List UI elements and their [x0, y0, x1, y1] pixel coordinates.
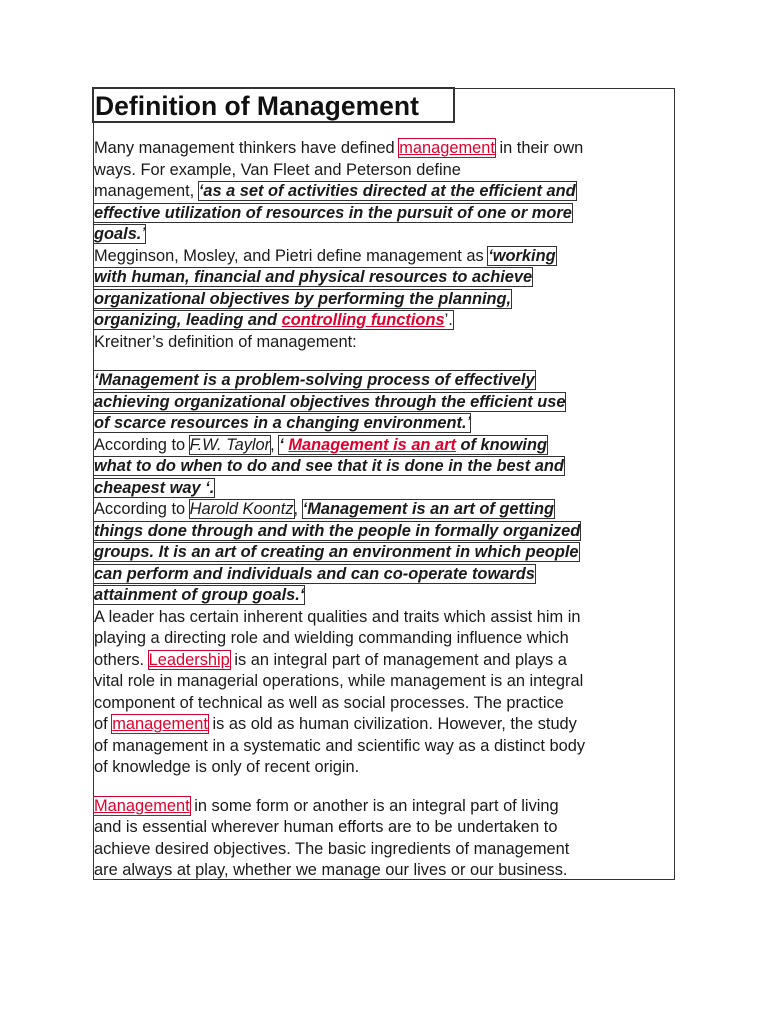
text-span: in their own	[494, 139, 584, 157]
quote-span: ‘working	[488, 246, 556, 265]
text-span: is as old as human civilization. However, the study	[207, 715, 577, 733]
text-span: ,	[293, 500, 303, 518]
leadership-link[interactable]: Leadership	[148, 650, 230, 669]
quote-span: organizing, leading and	[94, 311, 282, 329]
paragraph-line	[94, 203, 679, 225]
paragraph-line: playing a directing role and wielding commanding influence which	[94, 629, 569, 647]
page-title: Definition of Management	[93, 88, 454, 122]
paragraph-line: are always at play, whether we manage our lives or our business.	[94, 861, 568, 879]
paragraph-line	[94, 370, 679, 392]
quote-mark: ’	[141, 225, 146, 243]
author-name: F.W. Taylor	[189, 435, 271, 454]
text-span: in some form or another is an integral part of living	[189, 796, 559, 815]
paragraph-line	[94, 435, 679, 457]
quote-span: what to do when to do and see that it is done in the best and	[94, 457, 564, 475]
quote-span: organizational objectives by performing the planning,	[94, 289, 512, 308]
paragraph-line	[94, 224, 679, 246]
paragraph-line: Kreitner’s definition of management:	[94, 332, 357, 351]
paragraph-line	[94, 392, 679, 414]
paragraph-line: of knowledge is only of recent origin.	[94, 758, 360, 776]
quote-span: groups. It is an art of creating an environment in which people	[94, 543, 579, 561]
text-span: According to	[94, 500, 190, 518]
paragraph-line	[94, 796, 679, 818]
paragraph-line: and is essential wherever human efforts are to be undertaken to	[94, 818, 558, 836]
quote-mark: ’	[466, 414, 471, 432]
text-span: ,	[270, 435, 280, 454]
paragraph-line	[94, 246, 679, 268]
paragraph-line: component of technical as well as social processes. The practice	[94, 693, 564, 712]
text-span: management,	[94, 182, 199, 200]
paragraph-line	[94, 564, 679, 586]
quote-span: attainment of group goals.‘	[94, 586, 305, 604]
quote-span: achieving organizational objectives through the efficient use	[94, 392, 566, 411]
quote-span: ‘Management is a problem-solving process of effectively	[94, 371, 535, 389]
text-span: others.	[94, 650, 149, 669]
paragraph-line: A leader has certain inherent qualities and traits which assist him in	[94, 607, 581, 626]
management-link[interactable]: Management	[94, 796, 190, 815]
paragraph-line	[94, 521, 679, 543]
paragraph-line	[94, 138, 679, 160]
quote-span: goals.	[94, 225, 142, 243]
controlling-functions-link[interactable]: controlling functions	[281, 311, 445, 329]
paragraph-line	[94, 585, 679, 607]
text-span: Megginson, Mosley, and Pietri define management as	[94, 246, 489, 265]
quote-span: can perform and individuals and can co-operate towards	[94, 564, 535, 583]
paragraph-line: vital role in managerial operations, while management is an integral	[94, 672, 584, 690]
management-is-an-art-link[interactable]: Management is an art	[288, 435, 456, 454]
paragraph-line	[94, 499, 679, 521]
paragraph-line	[94, 714, 679, 736]
quote-span: ‘Management is an art of getting	[302, 500, 555, 518]
quote-span: cheapest way ‘.	[94, 478, 215, 497]
paragraph-line	[94, 542, 679, 564]
quote-span: of knowing	[455, 435, 548, 454]
paragraph-line	[94, 310, 679, 332]
quote-mark: ’.	[444, 311, 453, 329]
paragraph-line: ways. For example, Van Fleet and Peterson define	[94, 160, 461, 179]
paragraph-line	[94, 456, 679, 478]
quote-span: effective utilization of resources in the pursuit of one or more	[94, 203, 572, 222]
quote-span: things done through and with the people in formally organized	[94, 521, 581, 540]
author-name: Harold Koontz	[189, 500, 294, 518]
text-span: is an integral part of management and plays a	[229, 650, 567, 669]
paragraph-line	[94, 181, 679, 203]
text-span: of	[94, 715, 113, 733]
quote-mark: ‘	[279, 435, 289, 454]
paragraph-line	[94, 650, 679, 672]
management-link[interactable]: management	[399, 139, 495, 157]
text-span: According to	[94, 435, 190, 454]
paragraph-line	[94, 413, 679, 435]
paragraph-line	[94, 478, 679, 500]
paragraph-line: achieve desired objectives. The basic ingredients of management	[94, 839, 570, 858]
quote-span: with human, financial and physical resources to achieve	[94, 268, 533, 286]
paragraph-line	[94, 289, 679, 311]
paragraph-line	[94, 267, 679, 289]
quote-span: of scarce resources in a changing environment.	[94, 414, 467, 432]
management-link[interactable]: management	[112, 715, 208, 733]
paragraph-line: of management in a systematic and scientific way as a distinct body	[94, 736, 586, 755]
text-span: Many management thinkers have defined	[94, 139, 400, 157]
quote-span: ‘as a set of activities directed at the efficient and	[198, 182, 576, 200]
document-body	[94, 138, 679, 882]
